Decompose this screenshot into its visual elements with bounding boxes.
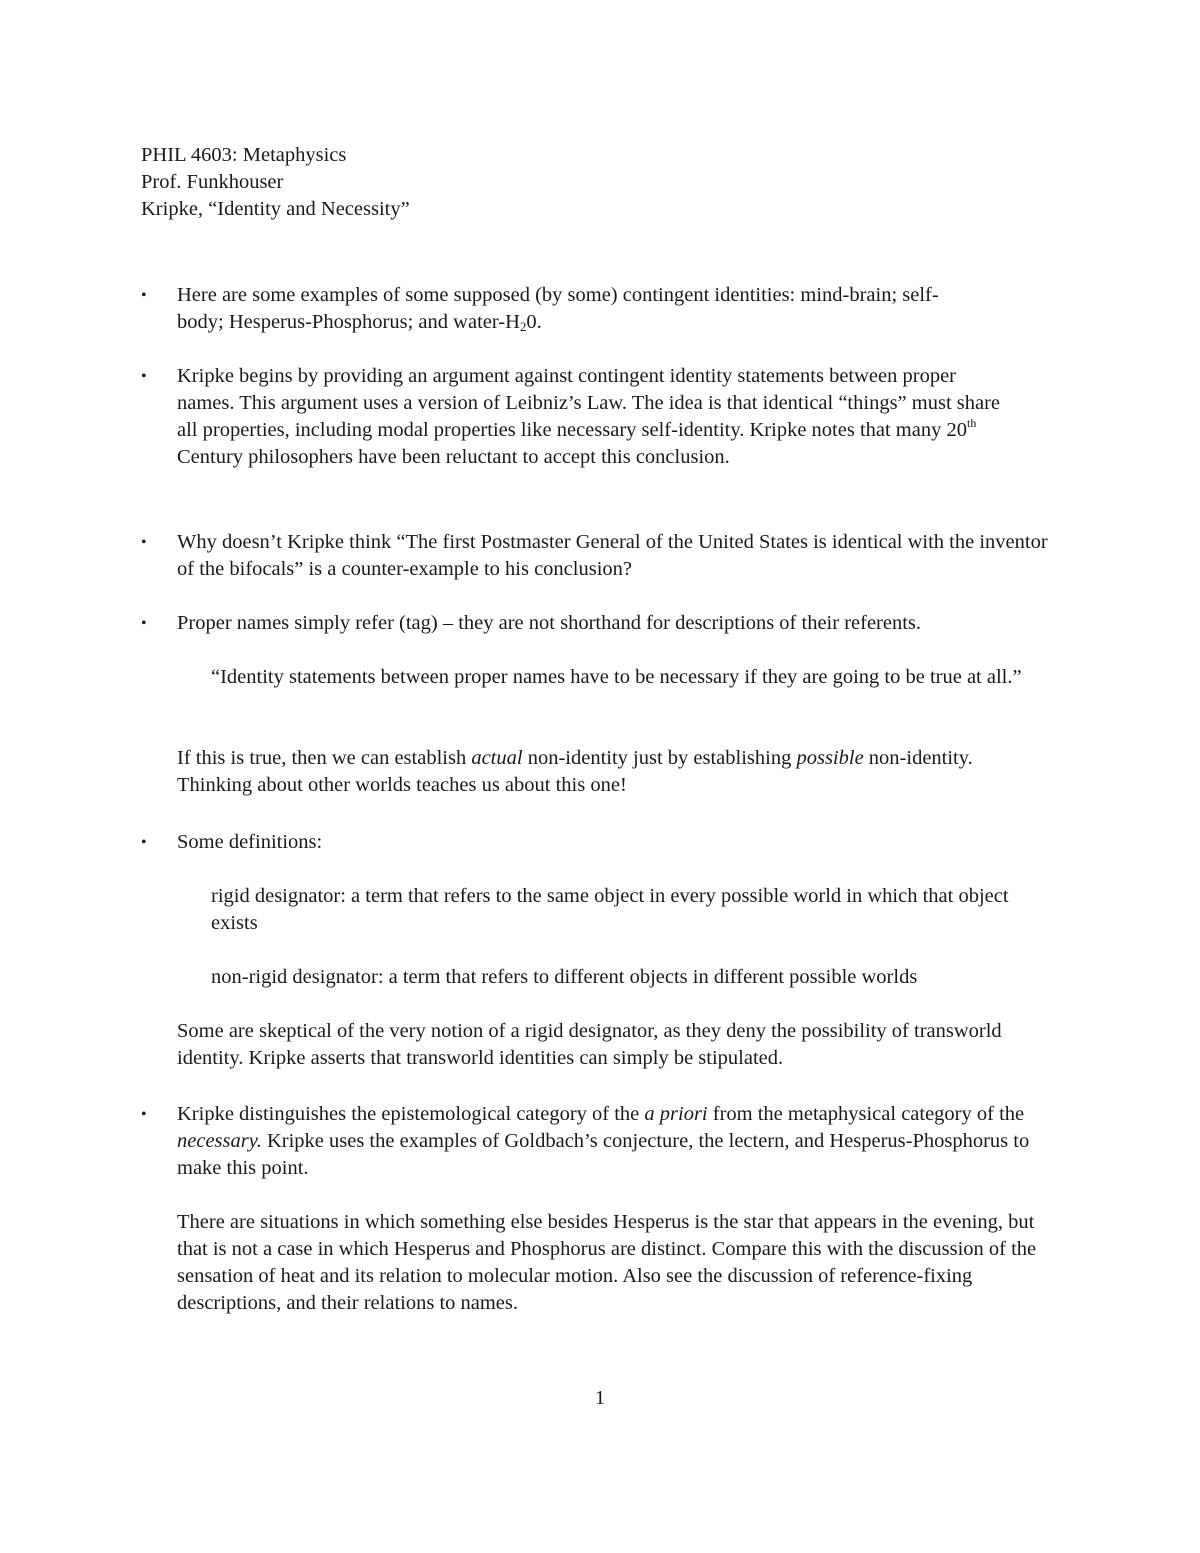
follow-paragraph bbox=[177, 745, 1037, 799]
emphasis: necessary. bbox=[177, 1130, 262, 1152]
block-quote: “Identity statements between proper names have to be necessary if they are going to be true at all.” bbox=[211, 666, 1022, 688]
text-run: Kripke uses the examples of Goldbach’s conjecture, the lectern, and Hesperus-Phosphorus to make this point. bbox=[177, 1130, 1030, 1179]
text-run: Century philosophers have been reluctant to accept this conclusion. bbox=[177, 446, 730, 468]
emphasis: a priori bbox=[644, 1103, 708, 1125]
definition-non-rigid-designator: non-rigid designator: a term that refers to different objects in different possible worlds bbox=[211, 966, 918, 988]
text-run: from the metaphysical category of the bbox=[707, 1103, 1025, 1125]
text-run: Kripke begins by providing an argument against contingent identity statements between proper names. This argument uses a version of Leibniz’s Law. The idea is that identical “things” must share all properties, including modal properties like necessary self-identity. Kripke notes that many 20 bbox=[177, 365, 1001, 441]
follow-paragraph: Some are skeptical of the very notion of a rigid designator, as they deny the possibility of transworld identity. Kripke asserts that transworld identities can simply be stipulated. bbox=[177, 1020, 1002, 1069]
subscript: 2 bbox=[519, 319, 527, 334]
bullet-icon: • bbox=[141, 834, 147, 851]
bullet-icon: • bbox=[141, 287, 147, 304]
definition-rigid-designator: rigid designator: a term that refers to the same object in every possible world in which that object exists bbox=[211, 885, 1009, 934]
document-header bbox=[141, 142, 1041, 223]
bullet-text: Some definitions: bbox=[177, 831, 323, 853]
bullet-icon: • bbox=[141, 1106, 147, 1123]
text-run: If this is true, then we can establish bbox=[177, 747, 472, 769]
follow-paragraph: There are situations in which something else besides Hesperus is the star that appears in the evening, but that is not a case in which Hesperus and Phosphorus are distinct. Compare this with the discussion of the sensation of heat and its relation to molecular motion. Also see the discussion of reference-fixing descriptions, and their relations to names. bbox=[177, 1211, 1037, 1314]
bullet-text bbox=[177, 1101, 1032, 1182]
bullet-text bbox=[177, 282, 1077, 336]
text-run: non-identity just by establishing bbox=[522, 747, 797, 769]
page-number: 1 bbox=[594, 1387, 606, 1409]
text-run: 0. bbox=[526, 311, 542, 333]
course-title: PHIL 4603: Metaphysics bbox=[141, 144, 347, 166]
superscript: th bbox=[966, 416, 977, 430]
emphasis: actual bbox=[471, 747, 523, 769]
reading-title: Kripke, “Identity and Necessity” bbox=[141, 198, 410, 220]
professor-name: Prof. Funkhouser bbox=[141, 171, 284, 193]
bullet-icon: • bbox=[141, 368, 147, 385]
emphasis: possible bbox=[796, 747, 864, 769]
bullet-text bbox=[177, 363, 1002, 471]
text-run: body; Hesperus-Phosphorus; and water-H bbox=[177, 311, 520, 333]
bullet-line bbox=[177, 309, 1077, 336]
bullet-line: Here are some examples of some supposed (by some) contingent identities: mind-brain; self- bbox=[177, 284, 939, 306]
bullet-text: Proper names simply refer (tag) – they are not shorthand for descriptions of their referents. bbox=[177, 612, 922, 634]
bullet-text: Why doesn’t Kripke think “The first Postmaster General of the United States is identical with the inventor of the bifocals” is a counter-example to his conclusion? bbox=[177, 531, 1048, 580]
text-run: Kripke distinguishes the epistemological category of the bbox=[177, 1103, 645, 1125]
text-run: non-identity. Thinking about other worlds teaches us about this one! bbox=[177, 747, 973, 796]
bullet-icon: • bbox=[141, 615, 147, 632]
bullet-icon: • bbox=[141, 534, 147, 551]
